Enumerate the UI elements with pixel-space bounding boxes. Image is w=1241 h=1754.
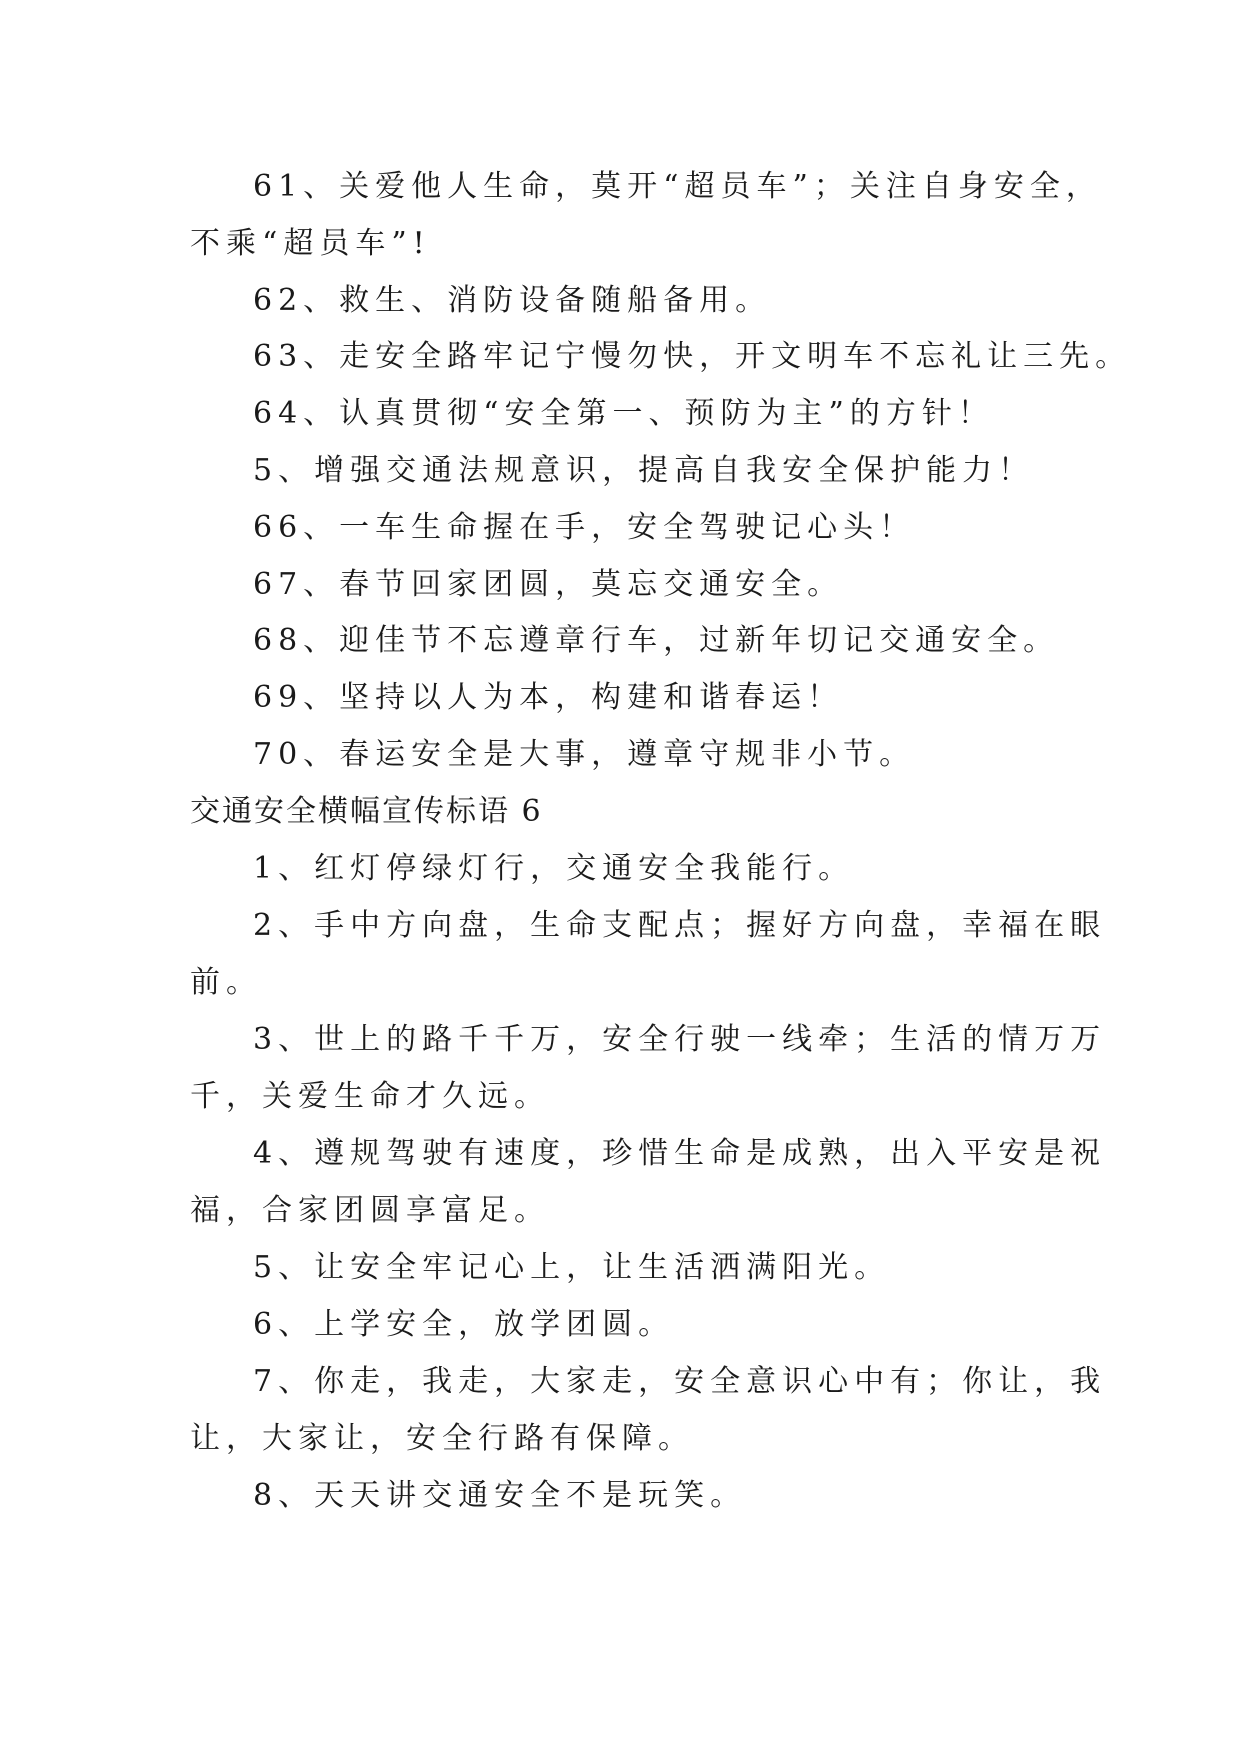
slogan-8: 8、天天讲交通安全不是玩笑。 [253, 1478, 747, 1513]
slogan-3-line-2: 千，关爱生命才久远。 [190, 1079, 550, 1114]
slogan-2-line-2: 前。 [190, 965, 262, 1000]
slogan-64: 64、认真贯彻“安全第一、预防为主”的方针！ [253, 396, 994, 431]
slogan-1: 1、红灯停绿灯行，交通安全我能行。 [253, 851, 855, 886]
slogan-61-line-2: 不乘“超员车”! [190, 226, 431, 261]
slogan-70: 70、春运安全是大事，遵章守规非小节。 [253, 737, 916, 772]
slogan-6: 6、上学安全，放学团圆。 [253, 1307, 675, 1342]
slogan-61-line-1: 61、关爱他人生命，莫开“超员车”；关注自身安全， [253, 169, 1102, 204]
slogan-3-line-1: 3、世上的路千千万，安全行驶一线牵；生活的情万万 [253, 1022, 1107, 1057]
slogan-7-line-2: 让，大家让，安全行路有保障。 [190, 1421, 694, 1456]
slogan-4-line-1: 4、遵规驾驶有速度，珍惜生命是成熟，出入平安是祝 [253, 1136, 1107, 1171]
slogan-63: 63、走安全路牢记宁慢勿快，开文明车不忘礼让三先。 [253, 339, 1132, 374]
slogan-4-line-2: 福，合家团圆享富足。 [190, 1193, 550, 1228]
slogan-69: 69、坚持以人为本，构建和谐春运！ [253, 680, 844, 715]
slogan-68: 68、迎佳节不忘遵章行车，过新年切记交通安全。 [253, 623, 1060, 658]
slogan-65: 5、增强交通法规意识，提高自我安全保护能力！ [253, 453, 1035, 488]
section-heading: 交通安全横幅宣传标语 6 [190, 794, 543, 829]
slogan-67: 67、春节回家团圆，莫忘交通安全。 [253, 567, 844, 602]
slogan-2-line-1: 2、手中方向盘，生命支配点；握好方向盘，幸福在眼 [253, 908, 1107, 943]
slogan-62: 62、救生、消防设备随船备用。 [253, 283, 772, 318]
slogan-5: 5、让安全牢记心上，让生活洒满阳光。 [253, 1250, 891, 1285]
slogan-66: 66、一车生命握在手，安全驾驶记心头！ [253, 510, 916, 545]
slogan-7-line-1: 7、你走，我走，大家走，安全意识心中有；你让，我 [253, 1364, 1107, 1399]
